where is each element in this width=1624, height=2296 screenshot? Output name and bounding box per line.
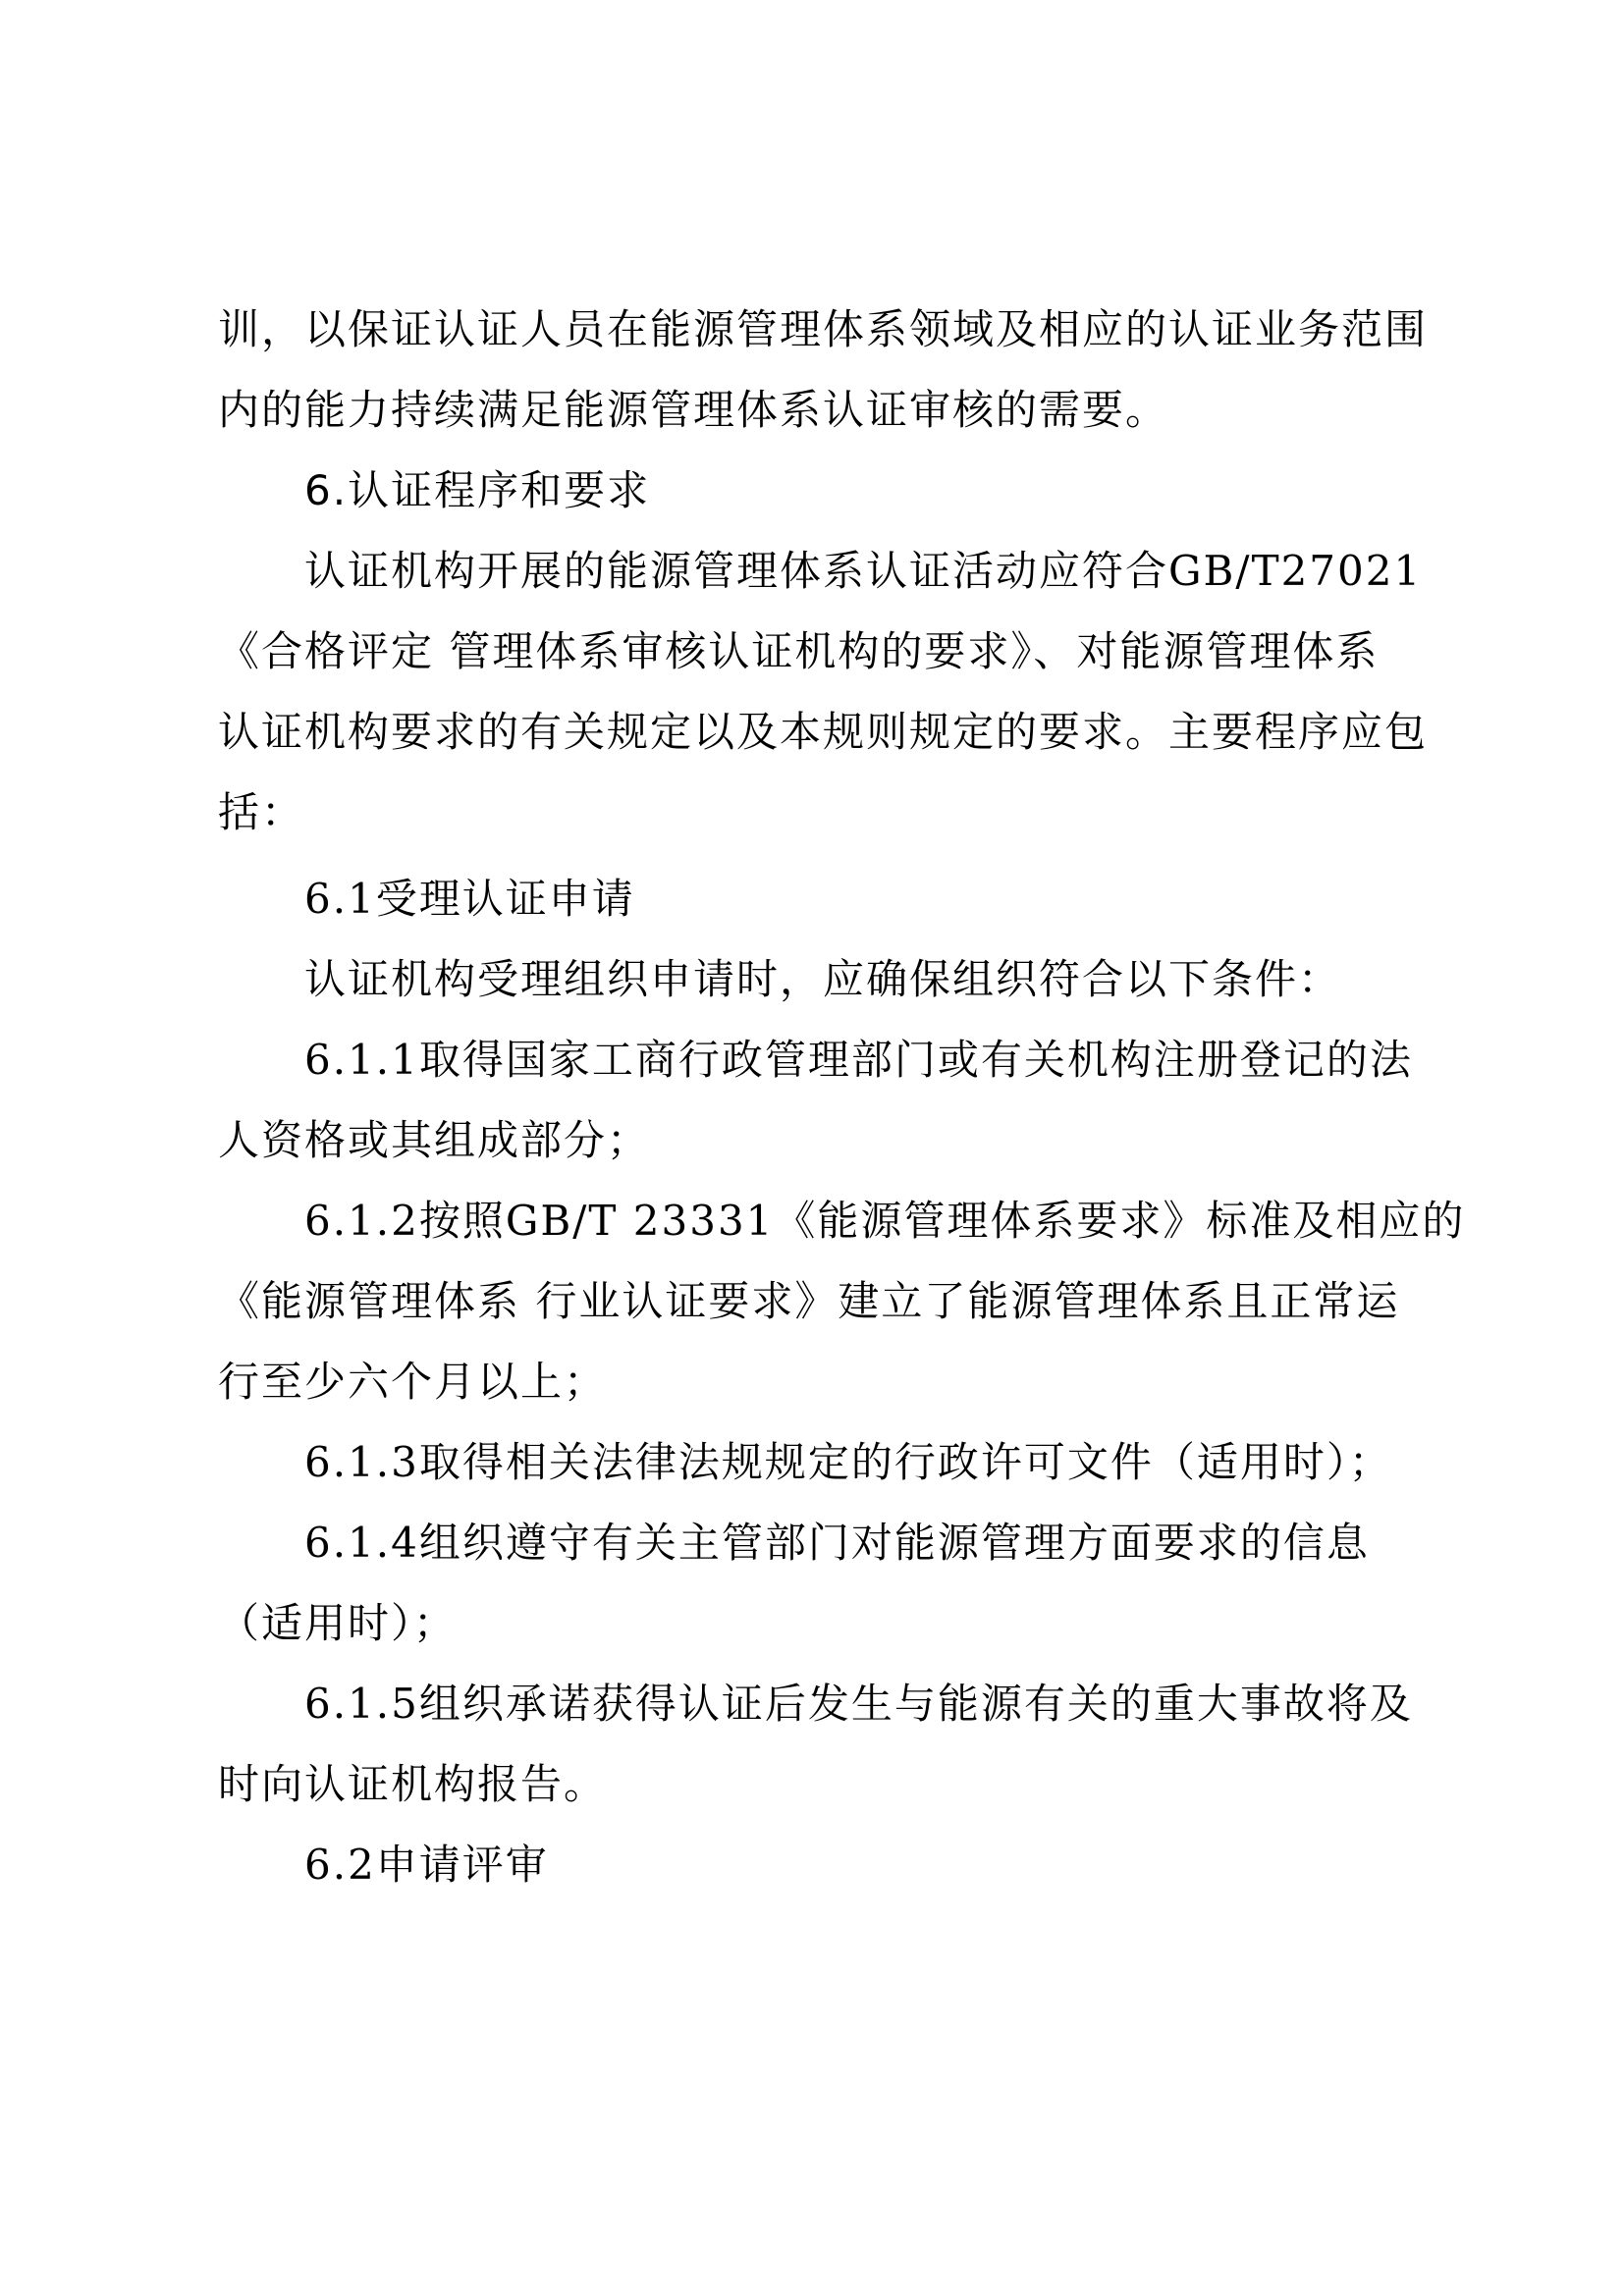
paragraph-line: 括： <box>218 788 305 836</box>
subsection-heading-6-1: 6.1受理认证申请 <box>304 875 635 923</box>
section-heading-6: 6.认证程序和要求 <box>304 466 651 514</box>
paragraph-line: 时向认证机构报告。 <box>218 1760 608 1808</box>
paragraph-line: 《能源管理体系 行业认证要求》建立了能源管理体系且正常运 <box>218 1277 1400 1325</box>
paragraph-line: 认证机构开展的能源管理体系认证活动应符合GB/T27021 <box>304 547 1423 595</box>
paragraph-line: （适用时）； <box>218 1599 458 1647</box>
paragraph-line: 内的能力持续满足能源管理体系认证审核的需要。 <box>218 386 1169 434</box>
list-item-6-1-4: 6.1.4组织遵守有关主管部门对能源管理方面要求的信息 <box>304 1519 1370 1567</box>
list-item-6-1-3: 6.1.3取得相关法律法规规定的行政许可文件（适用时）； <box>304 1438 1392 1486</box>
list-item-6-1-2: 6.1.2按照GB/T 23331《能源管理体系要求》标准及相应的 <box>304 1197 1466 1245</box>
paragraph-line: 行至少六个月以上； <box>218 1358 608 1406</box>
paragraph-line: 认证机构要求的有关规定以及本规则规定的要求。主要程序应包 <box>218 708 1429 756</box>
paragraph-line: 训，以保证认证人员在能源管理体系领域及相应的认证业务范围 <box>218 305 1429 353</box>
subsection-heading-6-2: 6.2申请评审 <box>304 1841 549 1889</box>
paragraph-line: 《合格评定 管理体系审核认证机构的要求》、对能源管理体系 <box>218 627 1380 675</box>
paragraph-line: 人资格或其组成部分； <box>218 1116 651 1164</box>
paragraph-line: 认证机构受理组织申请时，应确保组织符合以下条件： <box>304 955 1342 1003</box>
list-item-6-1-1: 6.1.1取得国家工商行政管理部门或有关机构注册登记的法 <box>304 1036 1413 1084</box>
list-item-6-1-5: 6.1.5组织承诺获得认证后发生与能源有关的重大事故将及 <box>304 1680 1413 1728</box>
